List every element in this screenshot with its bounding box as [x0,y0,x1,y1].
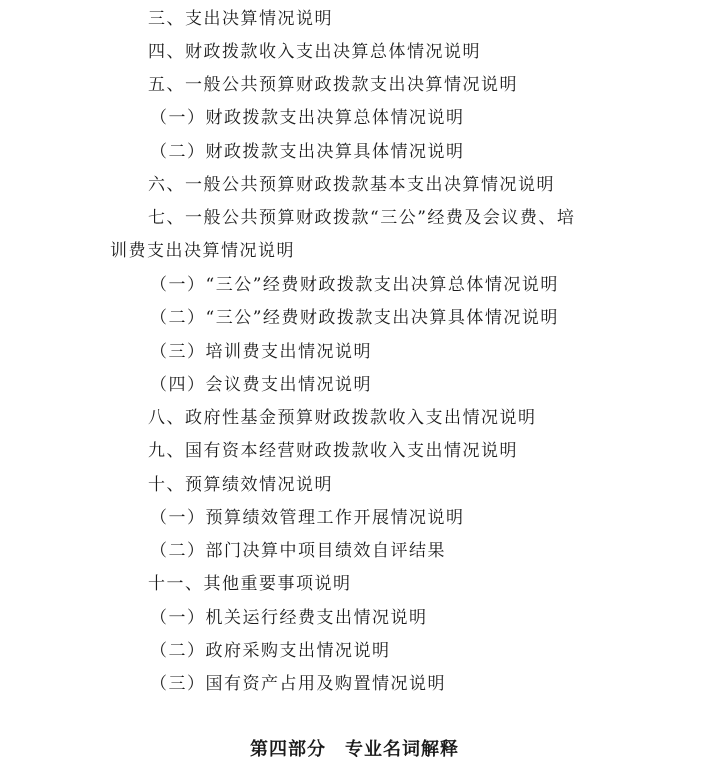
toc-item-10: 十、预算绩效情况说明 [148,475,333,495]
toc-item-11-1: （一）机关运行经费支出情况说明 [150,608,428,628]
toc-item-6: 六、一般公共预算财政拨款基本支出决算情况说明 [148,175,555,195]
toc-item-3: 三、支出决算情况说明 [148,9,333,29]
toc-item-7-3: （三）培训费支出情况说明 [150,342,372,362]
toc-item-11-2: （二）政府采购支出情况说明 [150,641,391,661]
toc-item-10-1: （一）预算绩效管理工作开展情况说明 [150,508,465,528]
toc-item-7-wrap: 训费支出决算情况说明 [110,241,295,261]
toc-item-7-4: （四）会议费支出情况说明 [150,375,372,395]
toc-item-5: 五、一般公共预算财政拨款支出决算情况说明 [148,75,518,95]
toc-item-7: 七、一般公共预算财政拨款“三公”经费及会议费、培 [148,208,576,228]
toc-item-8: 八、政府性基金预算财政拨款收入支出情况说明 [148,408,537,428]
toc-item-11-3: （三）国有资产占用及购置情况说明 [150,674,446,694]
toc-item-7-2: （二）“三公”经费财政拨款支出决算具体情况说明 [150,308,559,328]
toc-item-5-2: （二）财政拨款支出决算具体情况说明 [150,142,465,162]
toc-item-10-2: （二）部门决算中项目绩效自评结果 [150,541,446,561]
section-heading: 第四部分 专业名词解释 [250,739,459,760]
toc-item-11: 十一、其他重要事项说明 [148,574,352,594]
toc-item-5-1: （一）财政拨款支出决算总体情况说明 [150,108,465,128]
toc-item-4: 四、财政拨款收入支出决算总体情况说明 [148,42,481,62]
toc-item-7-1: （一）“三公”经费财政拨款支出决算总体情况说明 [150,275,559,295]
toc-item-9: 九、国有资本经营财政拨款收入支出情况说明 [148,441,518,461]
